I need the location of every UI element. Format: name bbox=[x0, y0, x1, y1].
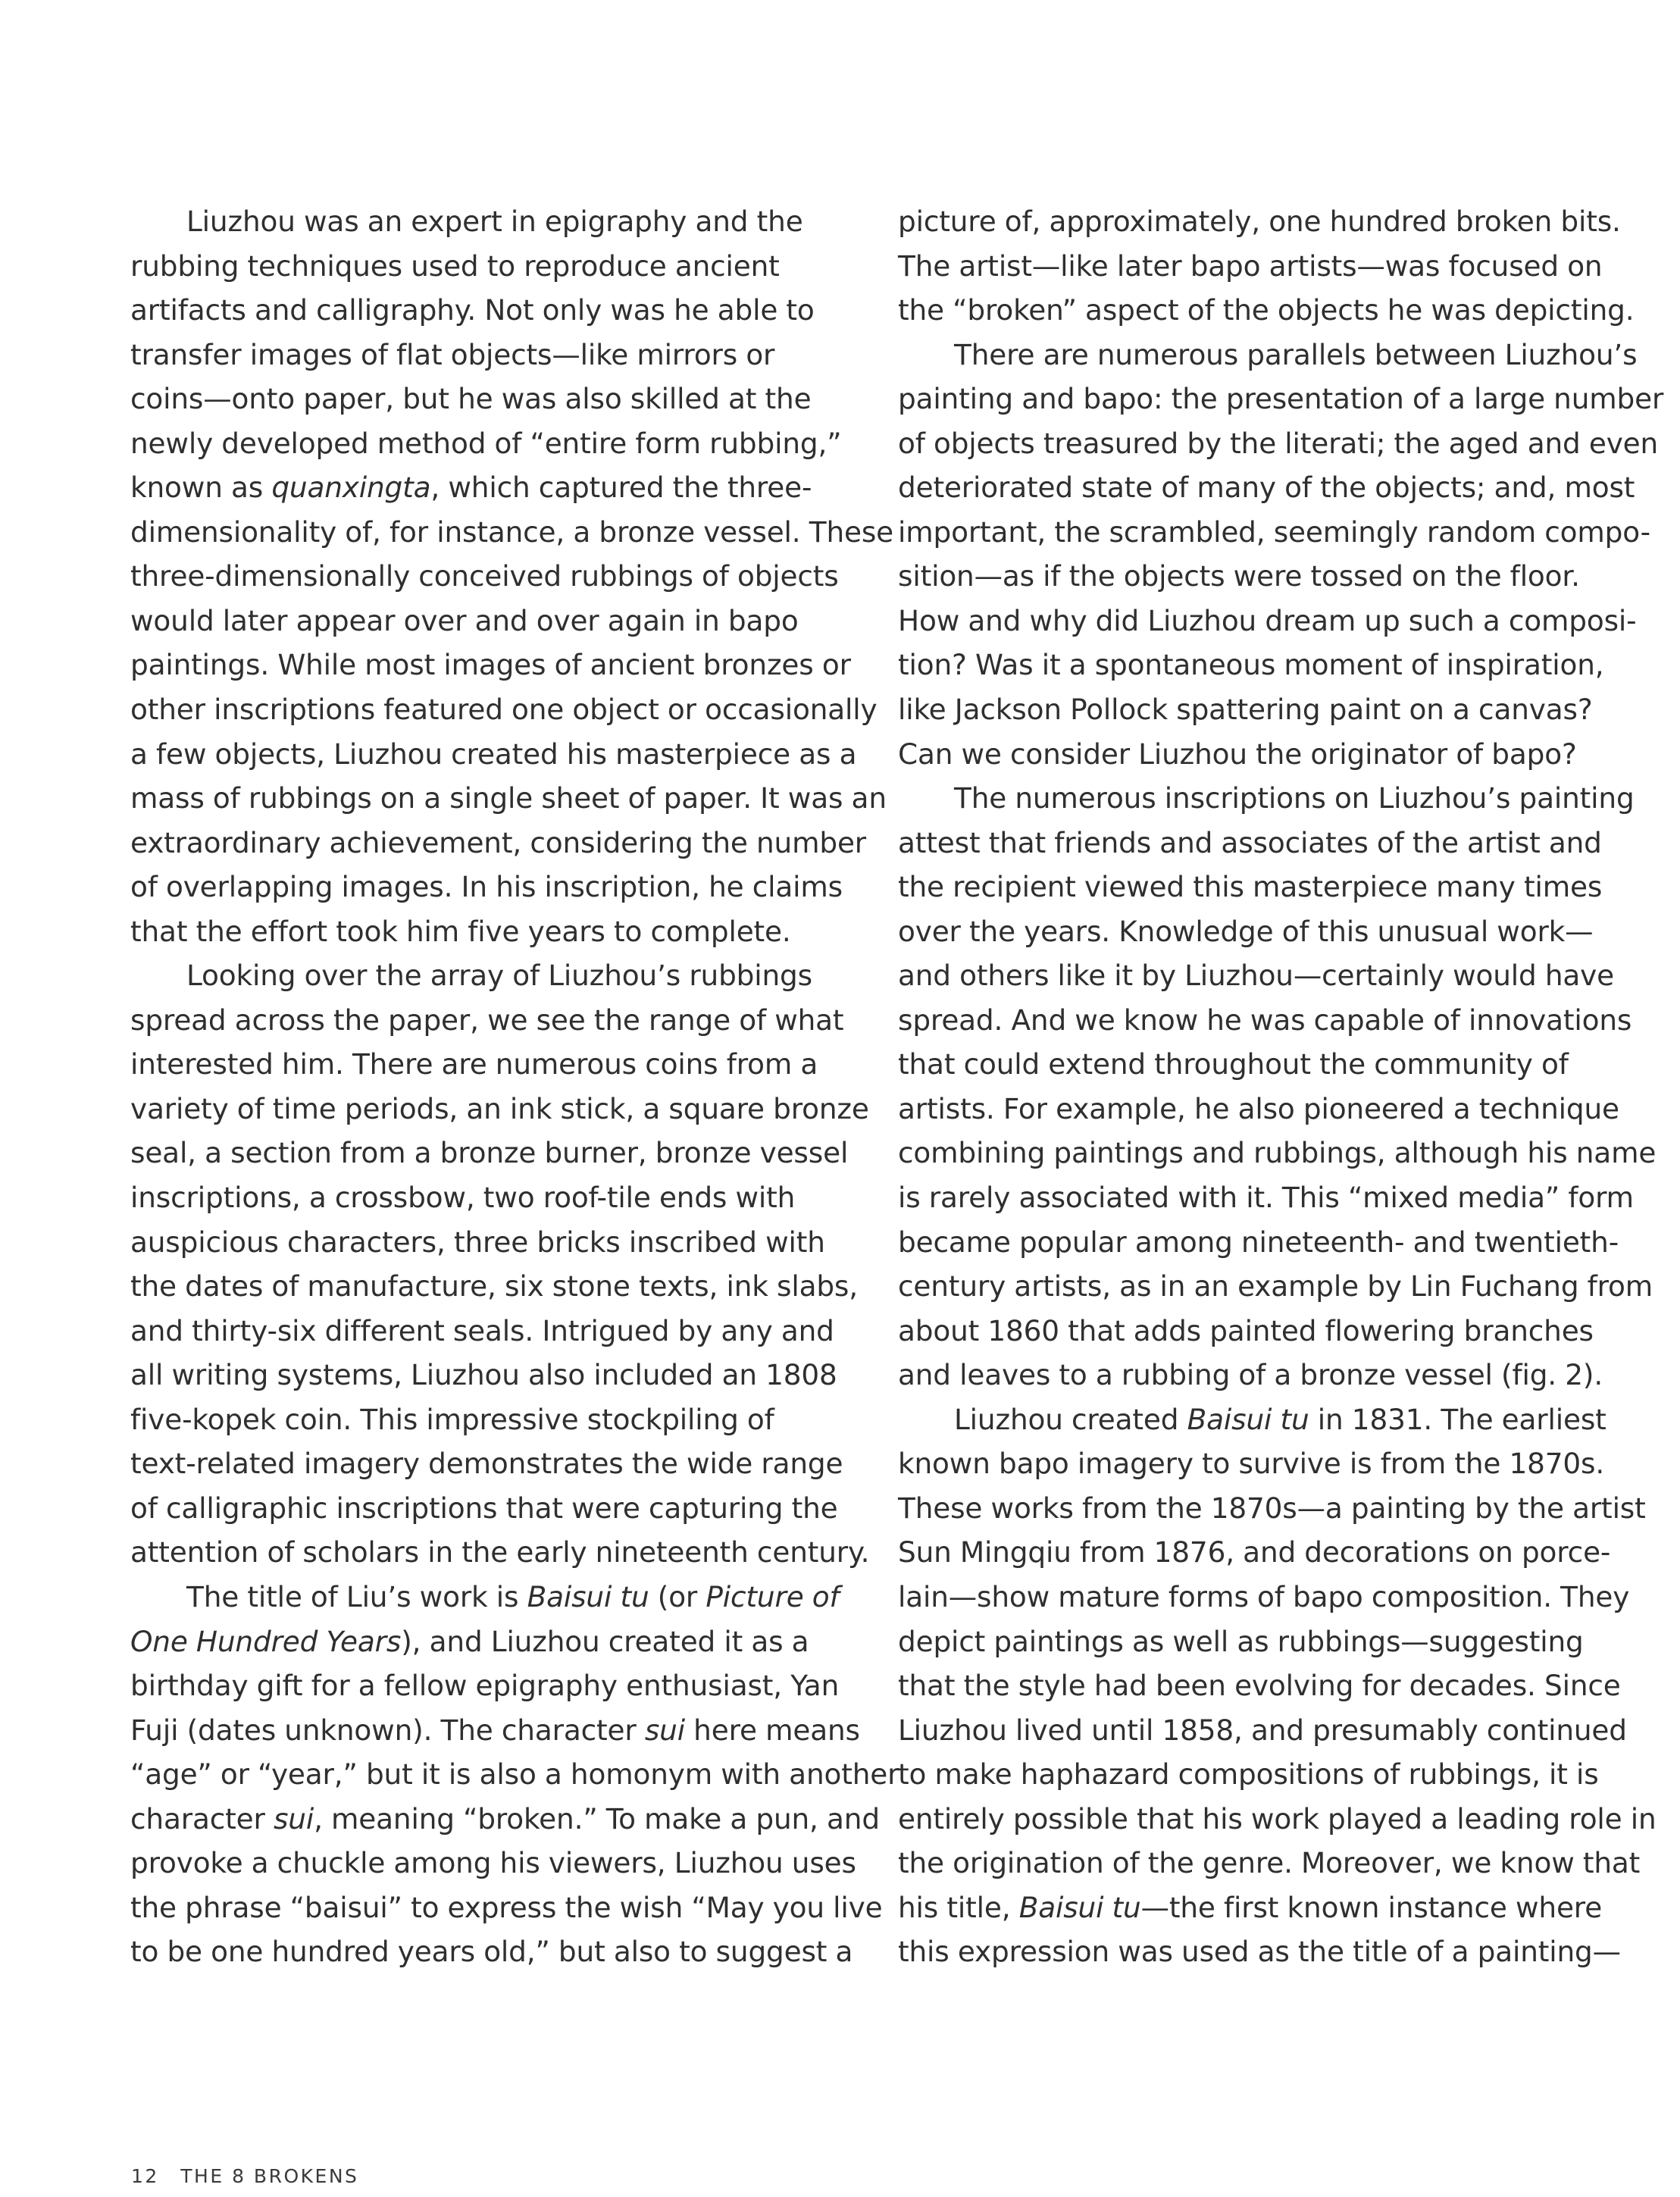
text-line: that the style had been evolving for decades. Since bbox=[898, 1669, 1621, 1703]
text-line: How and why did Liuzhou dream up such a composi- bbox=[898, 603, 1637, 637]
text-line: attest that friends and associates of the artist and bbox=[898, 825, 1602, 859]
text-line: spread across the paper, we see the range of what bbox=[130, 1003, 844, 1037]
text-line: seal, a section from a bronze burner, bronze vessel bbox=[130, 1136, 849, 1170]
text-line bbox=[898, 1886, 1625, 1930]
text-line: auspicious characters, three bricks inscribed with bbox=[130, 1225, 825, 1259]
text-segment: ), and Liuzhou created it as a bbox=[401, 1624, 809, 1658]
text-line: century artists, as in an example by Lin Fuchang from bbox=[898, 1269, 1653, 1303]
right-text-column bbox=[898, 199, 1664, 1974]
text-line bbox=[130, 1620, 858, 1664]
text-line: and leaves to a rubbing of a bronze vessel (fig. 2). bbox=[898, 1358, 1603, 1392]
text-segment: The title of Liu’s work is bbox=[186, 1579, 527, 1613]
text-line: entirely possible that his work played a leading role in bbox=[898, 1801, 1657, 1836]
text-segment: —the first known instance where bbox=[1140, 1890, 1603, 1924]
text-line: five-kopek coin. This impressive stockpiling of bbox=[130, 1402, 774, 1436]
text-line: all writing systems, Liuzhou also included an 1808 bbox=[130, 1358, 837, 1392]
text-line: became popular among nineteenth- and twentieth- bbox=[898, 1225, 1619, 1259]
text-line: transfer images of flat objects—like mirrors or bbox=[130, 337, 775, 371]
italic-term: Baisui tu bbox=[1187, 1402, 1309, 1436]
text-line: lain—show mature forms of bapo composition. They bbox=[898, 1579, 1630, 1613]
italic-term: Baisui tu bbox=[527, 1579, 649, 1613]
text-line: birthday gift for a fellow epigraphy enthusiast, Yan bbox=[130, 1669, 840, 1703]
text-line: tion? Was it a spontaneous moment of inspiration, bbox=[898, 648, 1604, 682]
text-line: rubbing techniques used to reproduce ancient bbox=[130, 249, 780, 283]
text-line: to be one hundred years old,” but also to suggest a bbox=[130, 1935, 853, 1969]
text-line: that could extend throughout the community of bbox=[898, 1047, 1569, 1081]
text-line: attention of scholars in the early nineteenth century. bbox=[130, 1535, 870, 1570]
text-segment: his title, bbox=[898, 1890, 1019, 1924]
text-line: “age” or “year,” but it is also a homonym with another bbox=[130, 1757, 899, 1792]
running-title: THE 8 BROKENS bbox=[180, 2165, 359, 2187]
text-segment: , which captured the three- bbox=[430, 471, 812, 505]
text-line: artists. For example, he also pioneered a technique bbox=[898, 1091, 1619, 1125]
text-line: depict paintings as well as rubbings—suggesting bbox=[898, 1624, 1584, 1658]
page-footer bbox=[131, 2165, 358, 2188]
italic-term: quanxingta bbox=[271, 471, 431, 505]
text-segment: , meaning “broken.” To make a pun, and bbox=[314, 1801, 880, 1836]
italic-term: Picture of bbox=[705, 1579, 840, 1613]
text-line: that the effort took him five years to complete. bbox=[130, 914, 791, 948]
text-segment: character bbox=[130, 1801, 274, 1836]
text-line: the phrase “baisui” to express the wish “May you live bbox=[130, 1890, 883, 1924]
text-line: mass of rubbings on a single sheet of paper. It was an bbox=[130, 781, 887, 815]
text-line: a few objects, Liuzhou created his masterpiece as a bbox=[130, 737, 857, 771]
text-segment: Fuji (dates unknown). The character bbox=[130, 1713, 645, 1747]
text-line: picture of, approximately, one hundred broken bits. bbox=[898, 205, 1621, 238]
text-line: of calligraphic inscriptions that were capturing the bbox=[130, 1491, 838, 1525]
text-line bbox=[130, 1708, 858, 1753]
text-segment: known as bbox=[130, 471, 272, 505]
text-line bbox=[898, 1397, 1625, 1442]
text-line: artifacts and calligraphy. Not only was he able to bbox=[130, 293, 815, 327]
text-line: about 1860 that adds painted flowering branches bbox=[898, 1313, 1594, 1347]
text-line: The numerous inscriptions on Liuzhou’s painting bbox=[954, 781, 1635, 815]
left-text-column bbox=[130, 199, 899, 1974]
text-line: Looking over the array of Liuzhou’s rubbings bbox=[186, 959, 812, 993]
text-line: Liuzhou lived until 1858, and presumably continued bbox=[898, 1713, 1627, 1747]
text-line bbox=[130, 1575, 858, 1620]
text-line: Liuzhou was an expert in epigraphy and the bbox=[186, 205, 803, 238]
text-line: These works from the 1870s—a painting by the artist bbox=[898, 1491, 1646, 1525]
page-number: 12 bbox=[131, 2165, 159, 2187]
italic-term: One Hundred Years bbox=[130, 1624, 402, 1658]
text-line: extraordinary achievement, considering the number bbox=[130, 825, 867, 859]
text-line: the recipient viewed this masterpiece many times bbox=[898, 870, 1603, 904]
text-line bbox=[130, 465, 858, 510]
text-line: the dates of manufacture, six stone texts, ink slabs, bbox=[130, 1269, 858, 1303]
text-line: provoke a chuckle among his viewers, Liuzhou uses bbox=[130, 1846, 856, 1880]
text-segment: here means bbox=[684, 1713, 860, 1747]
text-line: combining paintings and rubbings, although his name bbox=[898, 1136, 1657, 1170]
text-line: the origination of the genre. Moreover, we know that bbox=[898, 1846, 1641, 1880]
text-line: known bapo imagery to survive is from the 1870s. bbox=[898, 1447, 1605, 1481]
text-line: would later appear over and over again in bapo bbox=[130, 603, 799, 637]
text-line: other inscriptions featured one object or occasionally bbox=[130, 693, 878, 727]
italic-term: sui bbox=[644, 1713, 685, 1747]
text-line: important, the scrambled, seemingly random compo- bbox=[898, 515, 1650, 549]
text-line: text-related imagery demonstrates the wide range bbox=[130, 1447, 843, 1481]
text-line: deteriorated state of many of the objects; and, most bbox=[898, 471, 1635, 505]
text-segment: in 1831. The earliest bbox=[1309, 1402, 1606, 1436]
text-line: newly developed method of “entire form rubbing,” bbox=[130, 426, 842, 460]
text-line: like Jackson Pollock spattering paint on a canvas? bbox=[898, 693, 1593, 727]
text-segment: (or bbox=[649, 1579, 706, 1613]
text-line bbox=[130, 1797, 880, 1842]
text-line: interested him. There are numerous coins from a bbox=[130, 1047, 818, 1081]
text-line: of objects treasured by the literati; the aged and even bbox=[898, 426, 1659, 460]
text-line: There are numerous parallels between Liuzhou’s bbox=[954, 337, 1638, 371]
text-line: and thirty-six different seals. Intrigued by any and bbox=[130, 1313, 834, 1347]
text-line: the “broken” aspect of the objects he was depicting. bbox=[898, 293, 1635, 327]
text-line: three-dimensionally conceived rubbings of objects bbox=[130, 559, 839, 593]
text-line: dimensionality of, for instance, a bronze vessel. These bbox=[130, 515, 894, 549]
italic-term: Baisui tu bbox=[1018, 1890, 1141, 1924]
text-line: variety of time periods, an ink stick, a square bronze bbox=[130, 1091, 869, 1125]
text-line: painting and bapo: the presentation of a large number bbox=[898, 382, 1664, 416]
text-line: of overlapping images. In his inscription, he claims bbox=[130, 870, 843, 904]
text-line: over the years. Knowledge of this unusual work— bbox=[898, 914, 1594, 948]
text-line: Can we consider Liuzhou the originator of bapo? bbox=[898, 737, 1577, 771]
text-line: this expression was used as the title of a painting— bbox=[898, 1935, 1621, 1969]
text-line: coins—onto paper, but he was also skilled at the bbox=[130, 382, 812, 416]
text-line: spread. And we know he was capable of innovations bbox=[898, 1003, 1632, 1037]
text-line: inscriptions, a crossbow, two roof-tile ends with bbox=[130, 1181, 796, 1215]
text-line: and others like it by Liuzhou—certainly would have bbox=[898, 959, 1614, 993]
text-segment: Liuzhou created bbox=[954, 1402, 1187, 1436]
text-line: Sun Mingqiu from 1876, and decorations on porce- bbox=[898, 1535, 1611, 1570]
text-line: sition—as if the objects were tossed on the floor. bbox=[898, 559, 1580, 593]
text-line: to make haphazard compositions of rubbings, it is bbox=[898, 1757, 1599, 1792]
text-line: is rarely associated with it. This “mixed media” form bbox=[898, 1181, 1634, 1215]
text-line: The artist—like later bapo artists—was focused on bbox=[898, 249, 1603, 283]
italic-term: sui bbox=[273, 1801, 314, 1836]
text-line: paintings. While most images of ancient bronzes or bbox=[130, 648, 851, 682]
